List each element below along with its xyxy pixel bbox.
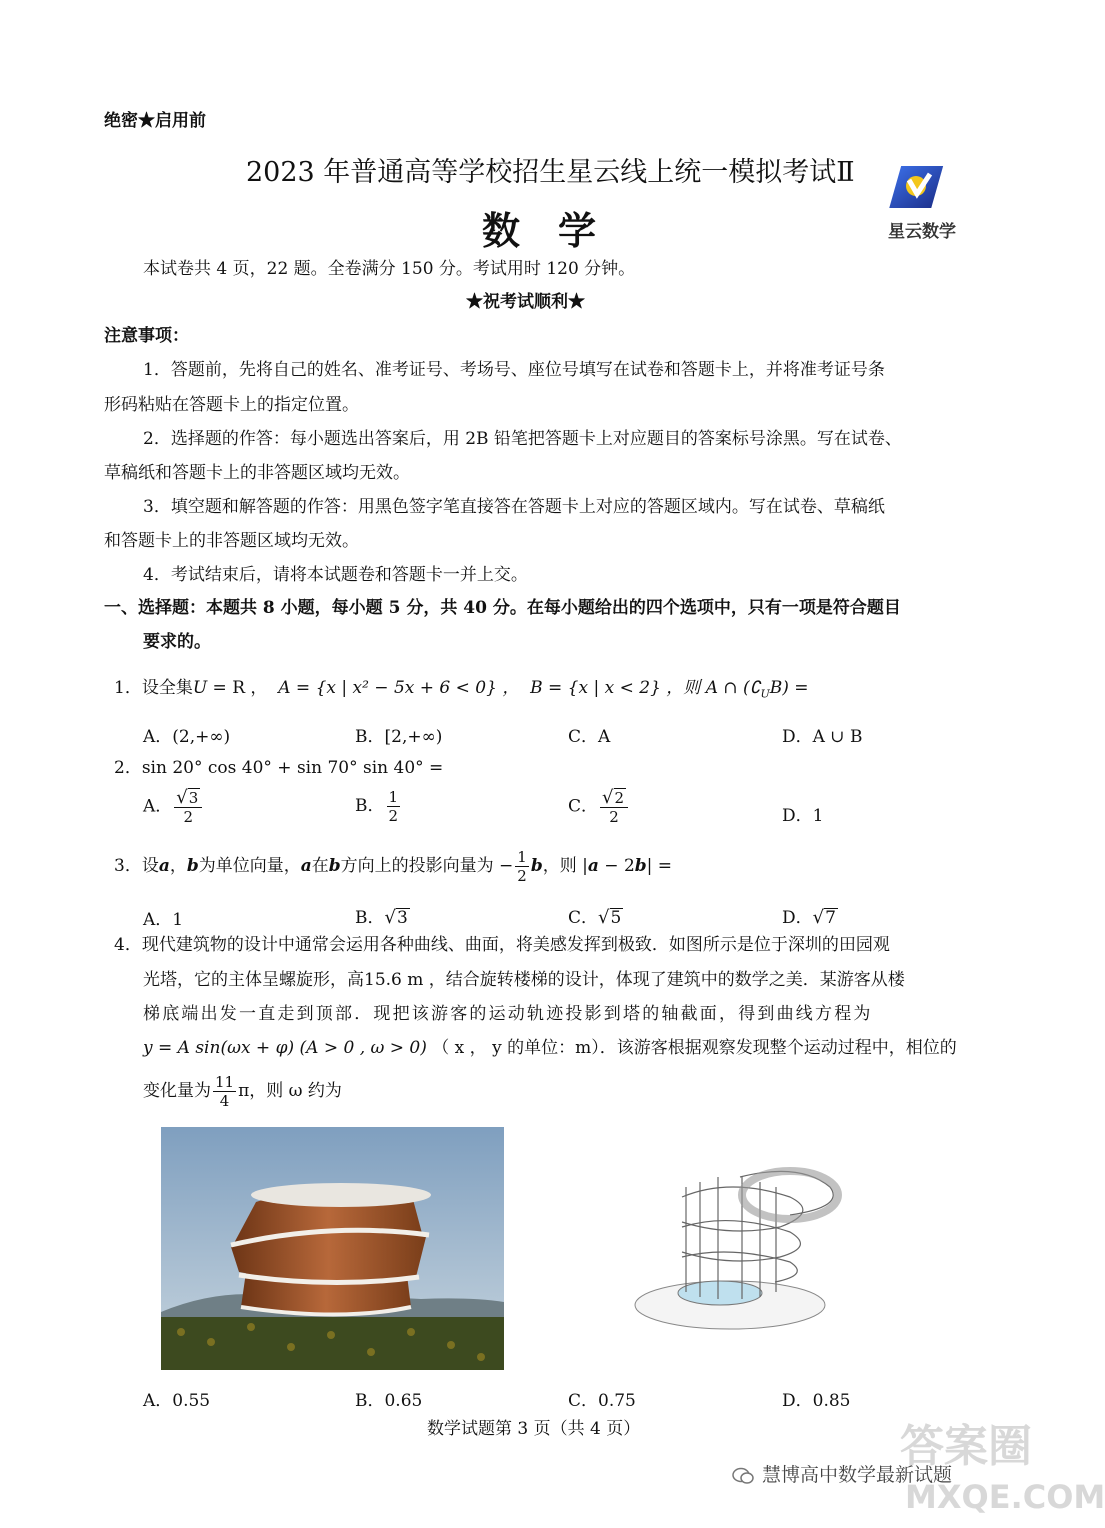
note-line: 和答题卡上的非答题区域均无效。: [104, 531, 359, 551]
q2-option-b: B． $\frac{1}{2}$: [355, 788, 399, 825]
question-4-line: 光塔，它的主体呈螺旋形，高15.6 m ，结合旋转楼梯的设计，体现了建筑中的数学之美．某游客从楼: [143, 970, 905, 990]
page-footer: 数学试题第 3 页（共 4 页）: [427, 1419, 641, 1439]
exam-intro: 本试卷共 4 页，22 题。全卷满分 150 分。考试用时 120 分钟。: [143, 259, 636, 279]
subject-title: 数 学: [482, 209, 597, 253]
q3-option-a: A．1: [143, 910, 184, 930]
q2-option-c: C． $\frac{√2}{2}$: [568, 788, 630, 826]
q1-option-b: B．[2,+∞): [355, 727, 443, 747]
wechat-icon: [732, 1467, 754, 1485]
q1-option-c: C．A: [568, 727, 611, 747]
logo-mark-icon: [872, 160, 972, 215]
q4-option-b: B．0.65: [355, 1391, 423, 1411]
note-line: 1．答题前，先将自己的姓名、准考证号、考场号、座位号填写在试卷和答题卡上，并将准考证号条: [143, 360, 885, 380]
question-3-stem: 3．设a，b为单位向量，a在b方向上的投影向量为 − $\frac{1}{2}$ b，则 |a − 2b| =: [114, 848, 673, 885]
note-line: 3．填空题和解答题的作答：用黑色签字笔直接答在答题卡上对应的答题区域内。写在试卷、草稿纸: [143, 497, 885, 517]
q3-option-c: C．√5: [568, 907, 622, 928]
logo-text: 星云数学: [888, 222, 956, 242]
watermark-logo: 答案圈: [900, 1421, 1032, 1472]
question-4-line: y = A sin(ωx + φ) (A > 0 , ω > 0) （ x ， y 的单位：m）．该游客根据观察发现整个运动过程中，相位的: [143, 1038, 957, 1058]
q4-option-a: A．0.55: [143, 1391, 211, 1411]
note-line: 2．选择题的作答：每小题选出答案后，用 2B 铅笔把答题卡上对应题目的答案标号涂黑。写在试卷、: [143, 429, 902, 449]
section-heading: 一、选择题：本题共 8 小题，每小题 5 分，共 40 分。在每小题给出的四个选项中，只有一项是符合题目: [104, 598, 901, 618]
tower-diagram: [590, 1157, 880, 1342]
question-1-stem: 1．设全集U = R ， A = {x | x² − 5x + 6 < 0} ， B = {x | x < 2} ，则 A ∩ $(∁_UB)$ =: [114, 678, 809, 701]
q2-option-a: A． $\frac{√3}{2}$: [143, 788, 204, 826]
q3-option-b: B．√3: [355, 907, 408, 928]
tower-photo: [161, 1127, 504, 1370]
q2-option-d: D．1: [782, 806, 824, 826]
section-heading-cont: 要求的。: [143, 632, 211, 652]
notes-title: 注意事项：: [104, 326, 189, 346]
xingyun-logo: [872, 160, 972, 240]
confidential-label: 绝密★启用前: [104, 111, 206, 131]
exam-title: 2023 年普通高等学校招生星云线上统一模拟考试Ⅱ: [246, 157, 855, 188]
q1-option-d: D．A ∪ B: [782, 727, 863, 747]
question-4-line: 梯底端出发一直走到顶部．现把该游客的运动轨迹投影到塔的轴截面，得到曲线方程为: [143, 1004, 873, 1024]
note-line: 4．考试结束后，请将本试题卷和答题卡一并上交。: [143, 565, 528, 585]
good-luck: ★祝考试顺利★: [466, 292, 585, 312]
q4-option-c: C．0.75: [568, 1391, 636, 1411]
q4-option-d: D．0.85: [782, 1391, 851, 1411]
question-2-stem: 2．sin 20° cos 40° + sin 70° sin 40° =: [114, 758, 444, 778]
watermark-url: MXQE.COM: [905, 1478, 1105, 1516]
q3-option-d: D．√7: [782, 907, 836, 928]
note-line: 草稿纸和答题卡上的非答题区域均无效。: [104, 463, 410, 483]
question-4-line: 4．现代建筑物的设计中通常会运用各种曲线、曲面，将美感发挥到极致．如图所示是位于深圳的田园观: [114, 935, 890, 955]
q1-option-a: A．(2,+∞): [143, 727, 231, 747]
question-4-line: 变化量为 $\frac{11}{4}$ π，则 ω 约为: [143, 1073, 342, 1110]
note-line: 形码粘贴在答题卡上的指定位置。: [104, 395, 359, 415]
wechat-credit: 慧博高中数学最新试题: [732, 1460, 952, 1487]
